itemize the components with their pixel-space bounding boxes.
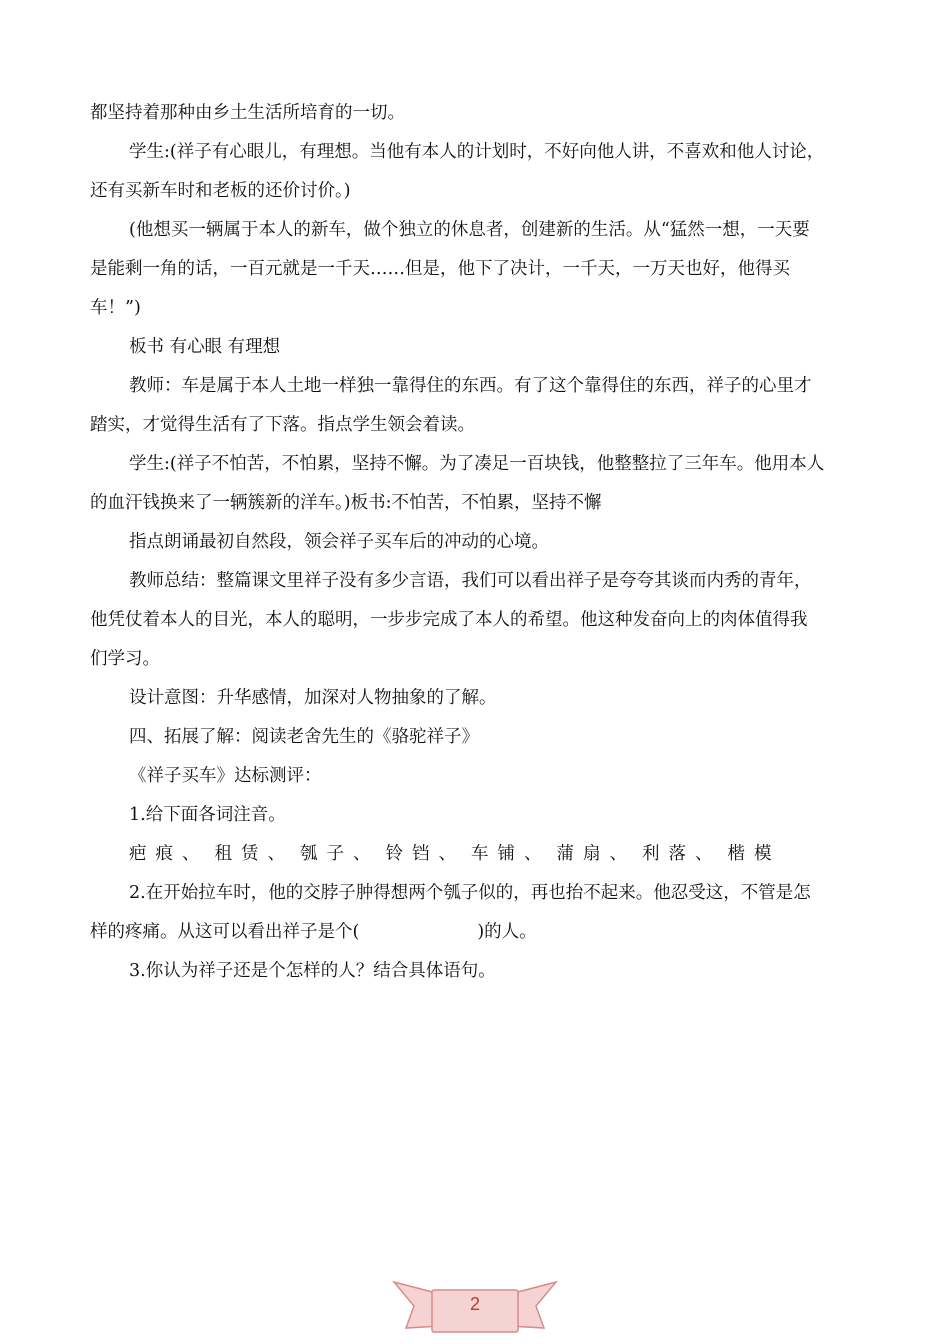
paragraph-line: 教师：车是属于本人土地一样独一靠得住的东西。有了这个靠得住的东西，祥子的心里才 xyxy=(129,376,812,396)
board-note-line: 板书 有心眼 有理想 xyxy=(129,337,281,357)
page-number: 2 xyxy=(469,1294,480,1314)
paragraph-line: 是能剩一角的话，一百元就是一千天……但是，他下了决计，一千天，一万天也好，他得买 xyxy=(90,259,790,279)
quiz-heading: 《祥子买车》达标测评： xyxy=(129,766,322,786)
vocab-word: 租赁、 xyxy=(214,844,294,864)
paragraph-line: 指点朗诵最初自然段，领会祥子买车后的冲动的心境。 xyxy=(129,532,549,552)
vocab-list xyxy=(90,835,862,874)
paragraph-line: 们学习。 xyxy=(90,649,160,669)
vocab-word: 蒲扇、 xyxy=(556,844,636,864)
quiz-question-3: 3.你认为祥子还是个怎样的人？结合具体语句。 xyxy=(129,961,496,981)
quiz-question-2-blank-line xyxy=(90,913,862,952)
paragraph-line: 车！”) xyxy=(90,298,141,318)
paragraph-line: 学生:(祥子不怕苦，不怕累，坚持不懈。为了凑足一百块钱，他整整拉了三年车。他用本人 xyxy=(129,454,825,474)
vocab-word: 车铺、 xyxy=(471,844,551,864)
page-number-badge xyxy=(392,1274,558,1336)
paragraph-line: 学生:(祥子有心眼儿，有理想。当他有本人的计划时，不好向他人讲，不喜欢和他人讨论， xyxy=(129,142,825,162)
paragraph-line: (他想买一辆属于本人的新车，做个独立的休息者，创建新的生活。从“猛然一想，一天要 xyxy=(129,220,810,240)
blank-suffix: )的人。 xyxy=(477,922,537,942)
quiz-question-2: 2.在开始拉车时，他的交脖子肿得想两个瓠子似的，再也抬不起来。他忍受这，不管是怎 xyxy=(129,883,811,903)
paragraph-line: 还有买新车时和老板的还价讨价。) xyxy=(90,181,351,201)
blank-prefix: 样的疼痛。从这可以看出祥子是个( xyxy=(90,922,360,942)
vocab-word: 瓠子、 xyxy=(300,844,380,864)
quiz-question-1: 1.给下面各词注音。 xyxy=(129,805,286,825)
vocab-word: 楷模 xyxy=(727,844,781,864)
paragraph-line: 的血汗钱换来了一辆簇新的洋车。)板书:不怕苦，不怕累，坚持不懈 xyxy=(90,493,602,513)
paragraph-line: 教师总结：整篇课文里祥子没有多少言语，我们可以看出祥子是夸夸其谈而内秀的青年， xyxy=(129,571,812,591)
section-heading: 四、拓展了解：阅读老舍先生的《骆驼祥子》 xyxy=(129,727,479,747)
vocab-word: 利落、 xyxy=(642,844,722,864)
paragraph-line: 他凭仗着本人的目光，本人的聪明，一步步完成了本人的希望。他这种发奋向上的肉体值得我 xyxy=(90,610,808,630)
vocab-word: 疤痕、 xyxy=(129,844,209,864)
vocab-word: 铃铛、 xyxy=(385,844,465,864)
paragraph-line: 踏实，才觉得生活有了下落。指点学生领会着读。 xyxy=(90,415,475,435)
design-intent-line: 设计意图：升华感情，加深对人物抽象的了解。 xyxy=(129,688,497,708)
document-body xyxy=(90,94,862,991)
paragraph-line: 都坚持着那种由乡土生活所培育的一切。 xyxy=(90,103,405,123)
